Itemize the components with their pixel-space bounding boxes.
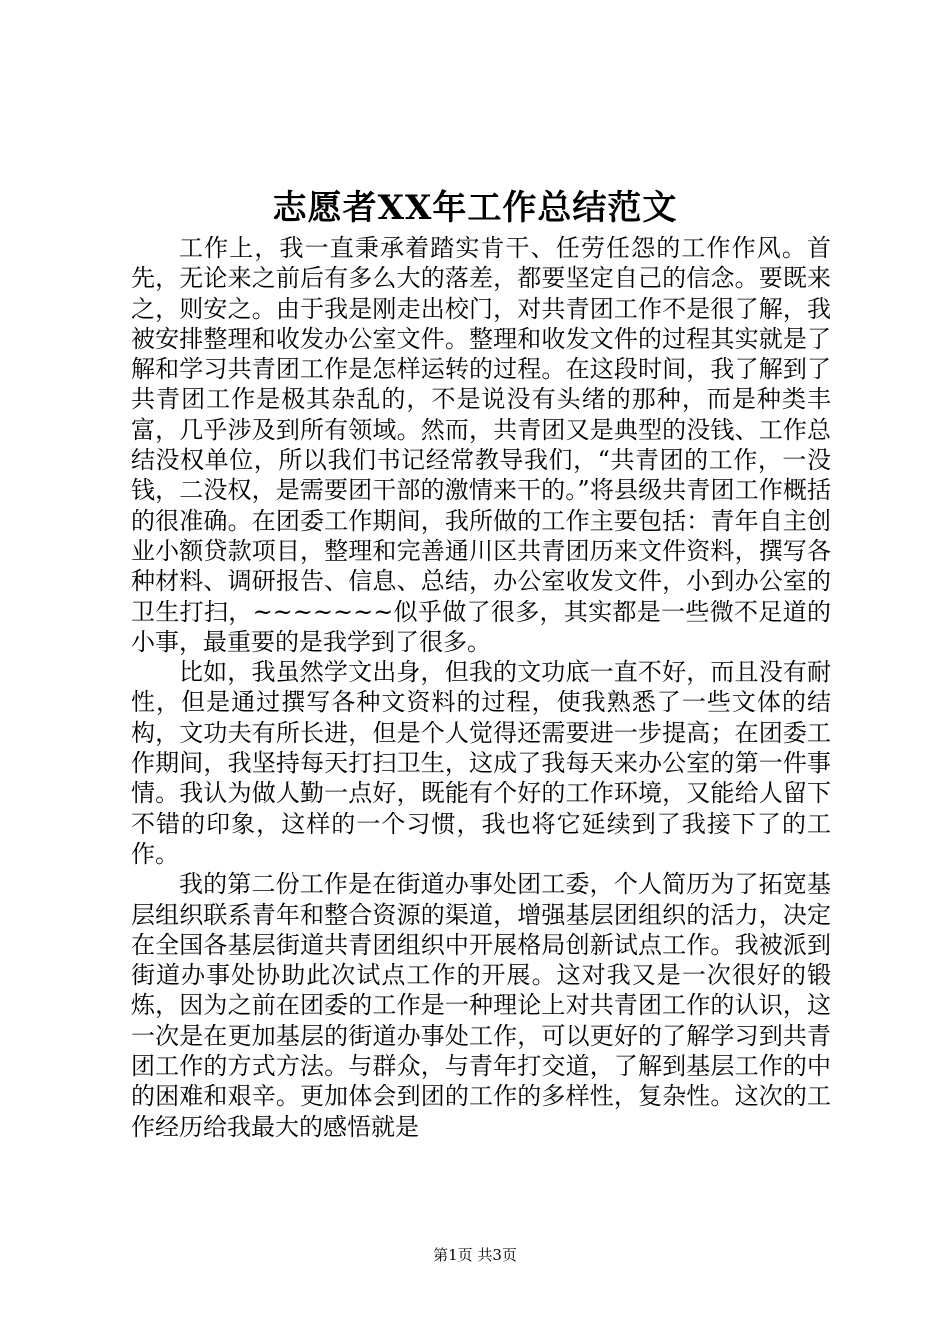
paragraph-3: 我的第二份工作是在街道办事处团工委，个人简历为了拓宽基层组织联系青年和整合资源的渠道，增强基层团组织的活力，决定在全国各基层街道共青团组织中开展格局创新试点工作。我被派到街道办事处协助此次试点工作的开展。这对我又是一次很好的锻炼，因为之前在团委的工作是一种理论上对共青团工作的认识，这一次是在更加基层的街道办事处工作，可以更好的了解学习到共青团工作的方式方法。与群众，与青年打交道，了解到基层工作的中的困难和艰辛。更加体会到团的工作的多样性，复杂性。这次的工作经历给我最大的感悟就是 bbox=[131, 870, 831, 1141]
document-title: 志愿者XX年工作总结范文 bbox=[272, 188, 678, 228]
paragraph-2: 比如，我虽然学文出身，但我的文功底一直不好，而且没有耐性，但是通过撰写各种文资料的过程，使我熟悉了一些文体的结构，文功夫有所长进，但是个人觉得还需要进一步提高；在团委工作期间，我坚持每天打扫卫生，这成了我每天来办公室的第一件事情。我认为做人勤一点好，既能有个好的工作环境，又能给人留下不错的印象，这样的一个习惯，我也将它延续到了我接下了的工作。 bbox=[131, 658, 831, 868]
paragraph-1: 工作上，我一直秉承着踏实肯干、任劳任怨的工作作风。首先，无论来之前后有多么大的落差，都要坚定自己的信念。要既来之，则安之。由于我是刚走出校门，对共青团工作不是很了解，我被安排整理和收发办公室文件。整理和收发文件的过程其实就是了解和学习共青团工作是怎样运转的过程。在这段时间，我了解到了共青团工作是极其杂乱的，不是说没有头绪的那种，而是种类丰富，几乎涉及到所有领域。然而，共青团又是典型的没钱、工作总结没权单位，所以我们书记经常教导我们，“共青团的工作，一没钱，二没权，是需要团干部的激情来干的。”将县级共青团工作概括的很准确。在团委工作期间，我所做的工作主要包括：青年自主创业小额贷款项目，整理和完善通川区共青团历来文件资料，撰写各种材料、调研报告、信息、总结，办公室收发文件，小到办公室的卫生打扫，~~~~~~~似乎做了很多，其实都是一些微不足道的小事，最重要的是我学到了很多。 bbox=[131, 234, 831, 656]
document-body bbox=[131, 233, 831, 1142]
page-footer: 第1页 共3页 bbox=[433, 1246, 517, 1264]
